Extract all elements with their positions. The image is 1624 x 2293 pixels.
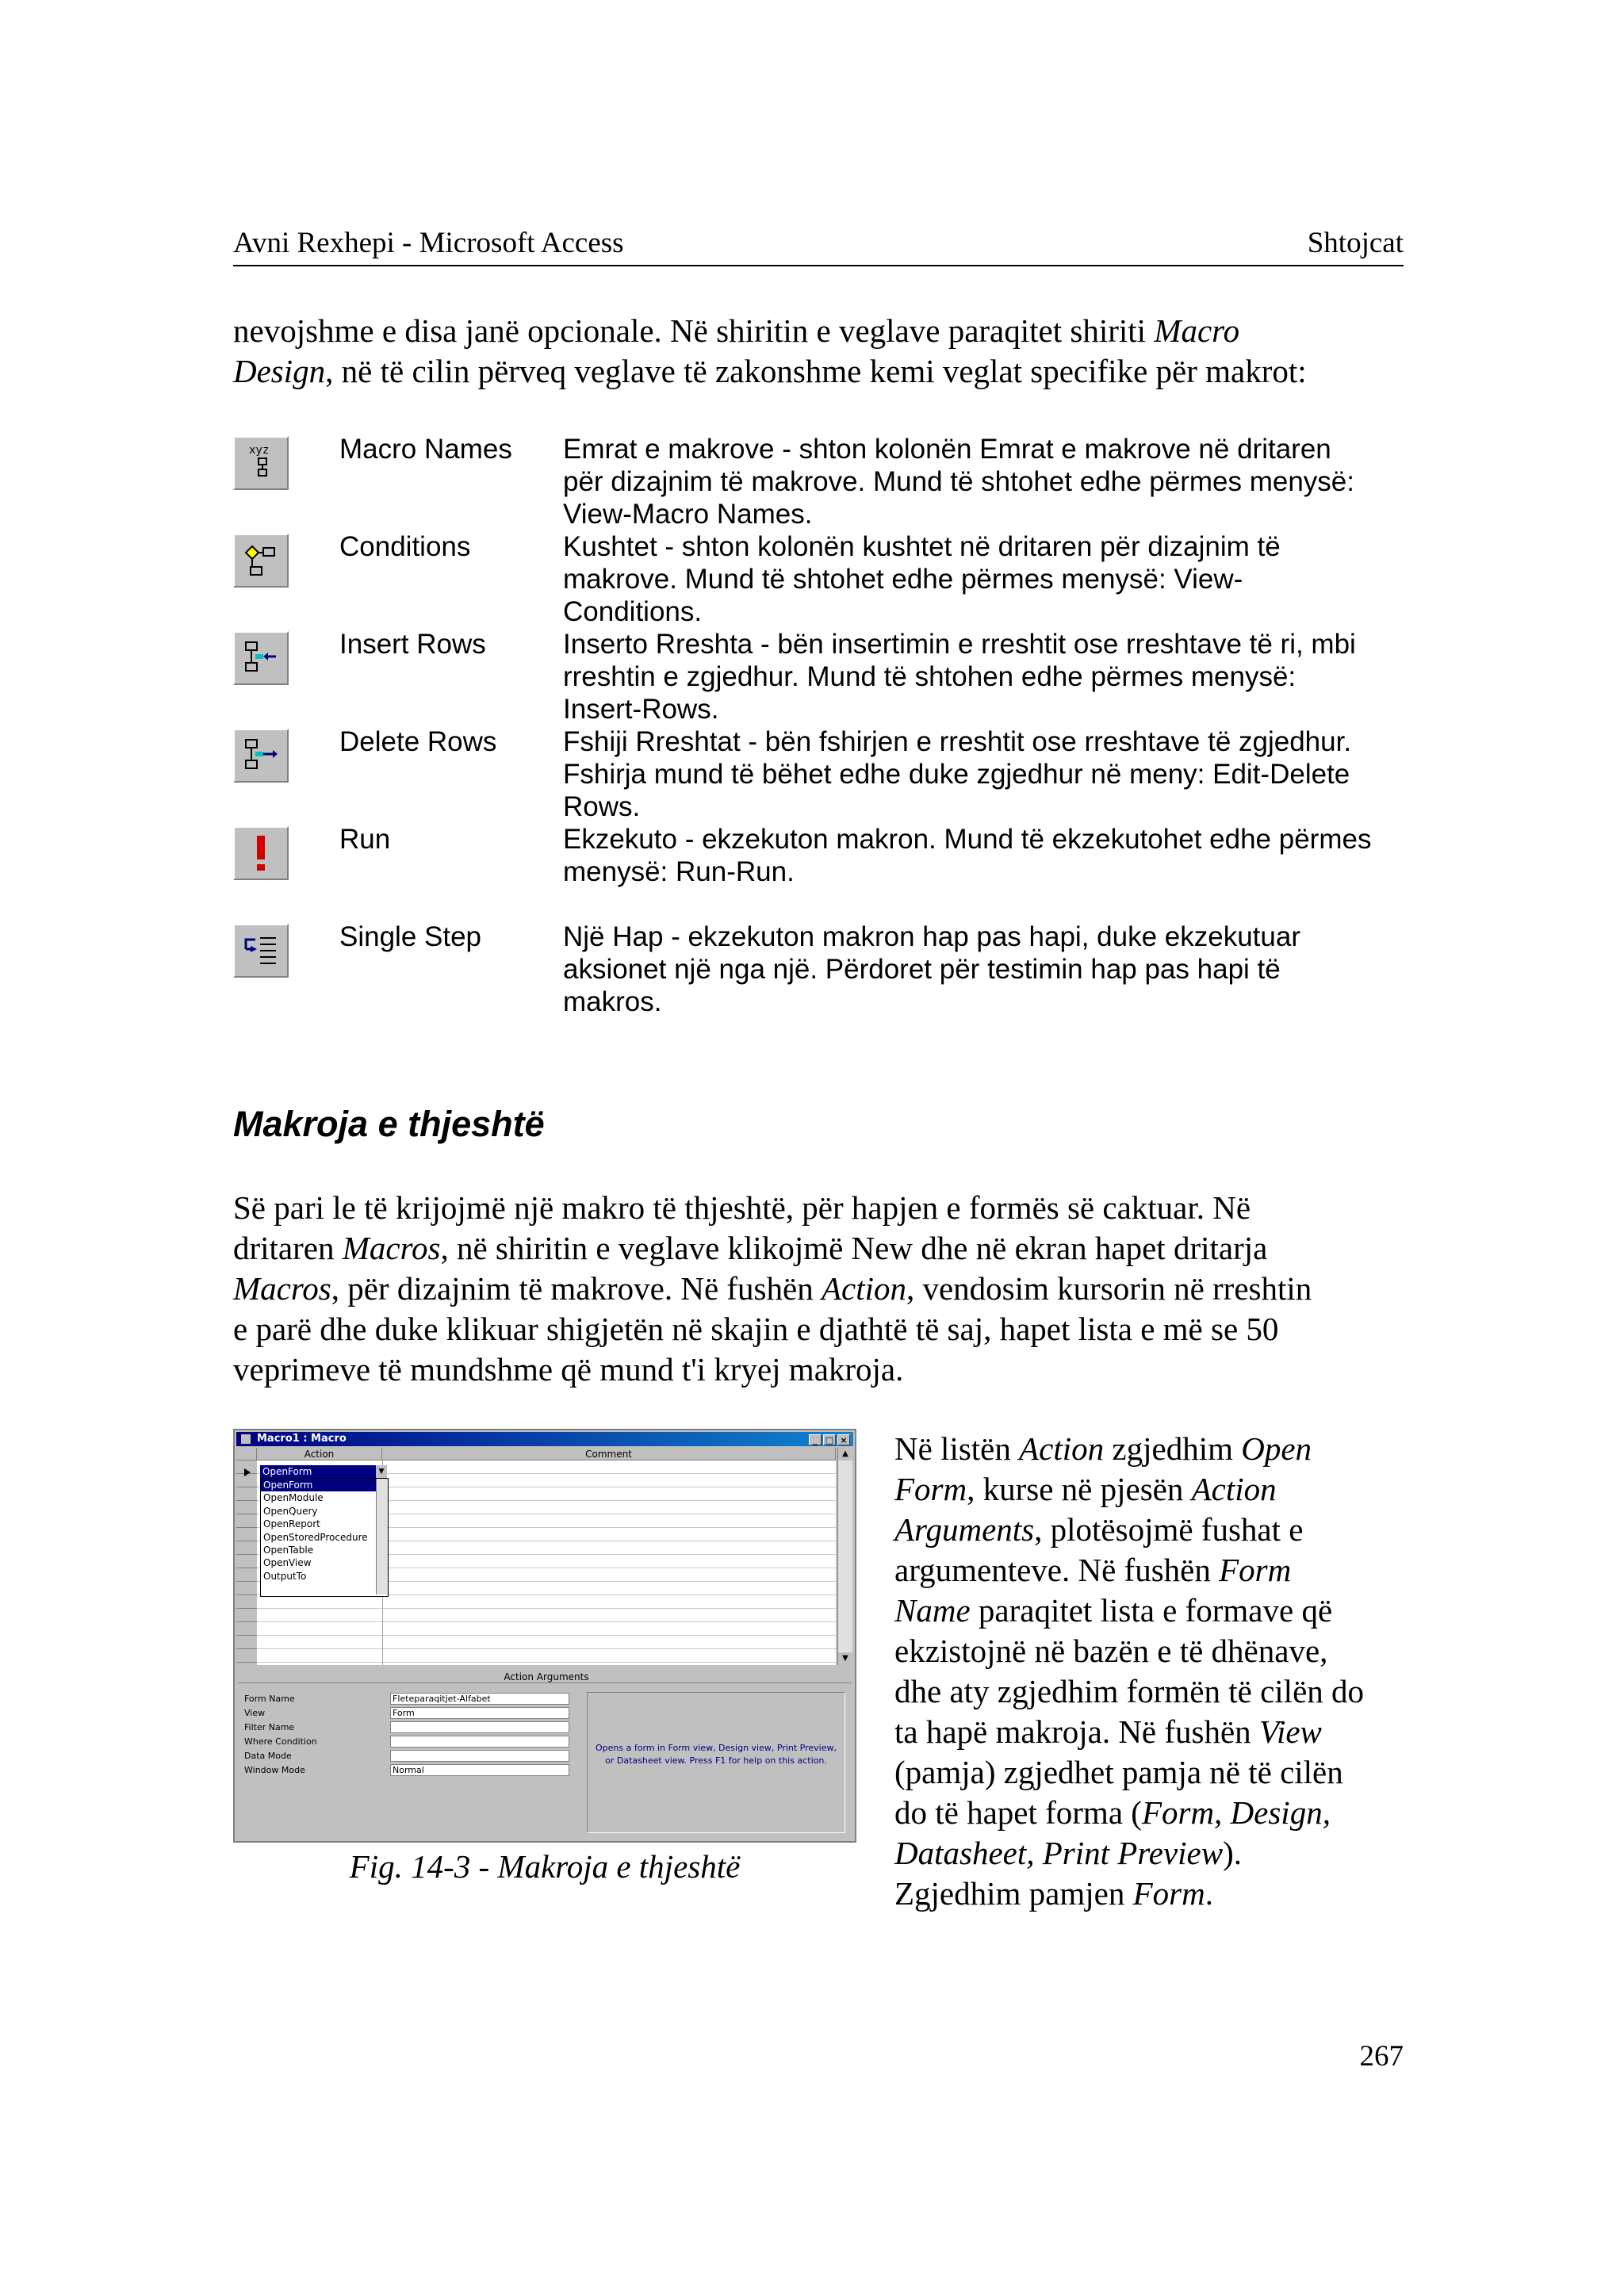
- side-text: , plotësojmë fushat e: [1034, 1511, 1304, 1548]
- side-emph: Open: [1241, 1430, 1312, 1467]
- list-item[interactable]: OpenStoredProcedure: [263, 1531, 368, 1543]
- section-heading: Makroja e thjeshtë: [233, 1104, 545, 1144]
- grid-scrollbar[interactable]: [837, 1448, 852, 1665]
- para-text: , vendosim kursorin në rreshtin: [906, 1270, 1312, 1307]
- list-item[interactable]: OpenReport: [263, 1518, 320, 1530]
- intro-emph: Design: [233, 353, 326, 389]
- para-text: , për dizajnim të makrove. Në fushën: [331, 1270, 822, 1307]
- current-row-pointer-icon: [244, 1468, 251, 1476]
- side-emph: Form: [1219, 1552, 1292, 1588]
- run-icon: [233, 826, 289, 880]
- side-emph: Name: [894, 1592, 971, 1629]
- desc-line: Emrat e makrove - shton kolonën Emrat e makrove në dritaren: [563, 434, 1331, 465]
- toolbar-name: Conditions: [339, 531, 471, 562]
- macro-window-titlebar: [236, 1432, 853, 1446]
- action-arguments-label: Action Arguments: [504, 1671, 589, 1682]
- list-item[interactable]: OpenQuery: [263, 1505, 318, 1517]
- side-text: , kurse në pjesën: [967, 1471, 1192, 1507]
- help-panel: [587, 1692, 845, 1833]
- para-emph: Action: [821, 1270, 906, 1307]
- para-text: , në shiritin e veglave klikojmë New dhe në ekran hapet dritarja: [440, 1230, 1268, 1266]
- desc-line: Insert-Rows.: [563, 694, 719, 725]
- list-item[interactable]: OutputTo: [263, 1570, 307, 1582]
- view-field[interactable]: Form: [390, 1707, 569, 1719]
- intro-paragraph: [233, 311, 1404, 392]
- toolbar-desc: [563, 530, 1435, 628]
- arg-label: Filter Name: [244, 1722, 295, 1732]
- side-text: argumenteve. Në fushën: [894, 1552, 1220, 1588]
- side-emph: Form: [894, 1471, 967, 1507]
- filter-name-field[interactable]: [390, 1721, 569, 1733]
- arg-label: Window Mode: [244, 1765, 305, 1775]
- arg-label: Form Name: [244, 1694, 295, 1704]
- insert-rows-icon: [233, 631, 289, 685]
- para-line: e parë dhe duke klikuar shigjetën në skajin e djathtë të saj, hapet lista e më se 50: [233, 1311, 1279, 1347]
- toolbar-name: Delete Rows: [339, 726, 497, 757]
- side-text: ta hapë makroja. Në fushën: [894, 1713, 1259, 1750]
- desc-line: Fshiji Rreshtat - bën fshirjen e rreshtit ose rreshtave të zgjedhur.: [563, 726, 1352, 757]
- para-emph: Macros: [342, 1230, 441, 1266]
- side-text: paraqitet lista e formave që: [970, 1592, 1333, 1629]
- desc-line: Një Hap - ekzekuton makron hap pas hapi, duke ekzekutuar: [563, 921, 1300, 952]
- side-emph: Action: [1019, 1430, 1105, 1467]
- toolbar-desc: [563, 921, 1435, 1018]
- window-buttons: [807, 1434, 850, 1445]
- side-emph: View: [1258, 1713, 1322, 1750]
- page-number: 267: [1359, 2040, 1404, 2073]
- form-name-field[interactable]: Fleteparaqitjet-Alfabet: [390, 1693, 569, 1705]
- comment-column-header: Comment: [382, 1448, 836, 1460]
- side-emph: Action: [1191, 1471, 1277, 1507]
- close-icon[interactable]: ×: [837, 1434, 850, 1445]
- data-mode-field[interactable]: [390, 1750, 569, 1762]
- window-title: Macro1 : Macro: [257, 1433, 347, 1445]
- macro-grid: [236, 1448, 836, 1665]
- toolbar-name: Single Step: [339, 921, 482, 952]
- side-emph: Datasheet, Print Preview: [894, 1835, 1224, 1871]
- toolbar-name: Run: [339, 824, 391, 855]
- para-emph: Macros: [233, 1270, 331, 1307]
- single-step-icon: [233, 924, 289, 978]
- arg-label: Where Condition: [244, 1736, 317, 1747]
- desc-line: aksionet një nga një. Përdoret për testimin hap pas hapi të: [563, 954, 1281, 985]
- conditions-icon: [233, 534, 289, 588]
- intro-text: nevojshme e disa janë opcionale. Në shiritin e veglave paraqitet shiriti: [233, 312, 1155, 349]
- desc-line: Kushtet - shton kolonën kushtet në dritaren për dizajnim të: [563, 531, 1281, 562]
- chevron-down-icon[interactable]: ▼: [376, 1465, 387, 1478]
- side-line: (pamja) zgjedhet pamja në të cilën: [894, 1754, 1343, 1790]
- para-text: dritaren: [233, 1230, 343, 1266]
- desc-line: rreshtin e zgjedhur. Mund të shtohen edhe përmes menysë:: [563, 661, 1297, 692]
- desc-line: për dizajnim të makrove. Mund të shtohet edhe përmes menysë:: [563, 466, 1354, 497]
- header-author-title: Avni Rexhepi - Microsoft Access: [233, 227, 624, 259]
- toolbar-name: Macro Names: [339, 434, 512, 465]
- side-text: Në listën: [894, 1430, 1020, 1467]
- desc-line: Inserto Rreshta - bën insertimin e rreshtit ose rreshtave të ri, mbi: [563, 629, 1356, 660]
- side-text: do të hapet forma (: [894, 1794, 1142, 1831]
- scroll-up-icon[interactable]: ▲: [838, 1448, 852, 1460]
- para-line: veprimeve të mundshme që mund t'i kryej makroja.: [233, 1351, 904, 1388]
- action-cell-value: OpenForm: [262, 1466, 312, 1477]
- desc-line: Fshirja mund të bëhet edhe duke zgjedhur në meny: Edit-Delete: [563, 759, 1350, 790]
- svg-text:xyz: xyz: [249, 444, 270, 457]
- side-emph: Arguments: [894, 1511, 1035, 1548]
- figure-caption: Fig. 14-3 - Makroja e thjeshtë: [349, 1848, 741, 1885]
- header-section: Shtojcat: [1307, 227, 1404, 259]
- side-text: .: [1205, 1875, 1213, 1912]
- side-text: zgjedhim: [1104, 1430, 1242, 1467]
- desc-line: View-Macro Names.: [563, 499, 813, 530]
- side-text: Zgjedhim pamjen: [894, 1875, 1133, 1912]
- desc-line: makrove. Mund të shtohet edhe përmes menysë: View-: [563, 564, 1243, 595]
- macro-window-screenshot: [233, 1429, 856, 1843]
- side-text: ).: [1223, 1835, 1242, 1871]
- action-column-header: Action: [257, 1448, 382, 1460]
- divider: [238, 1682, 852, 1683]
- macro-names-icon: [233, 436, 289, 490]
- list-item[interactable]: OpenModule: [263, 1492, 324, 1504]
- window-mode-field[interactable]: Normal: [390, 1764, 569, 1776]
- where-condition-field[interactable]: [390, 1736, 569, 1748]
- intro-emph: Macro: [1154, 312, 1240, 349]
- para-line: Së pari le të krijojmë një makro të thjeshtë, për hapjen e formës së caktuar. Në: [233, 1189, 1251, 1226]
- desc-line: menysë: Run-Run.: [563, 856, 795, 887]
- macro-icon: [241, 1434, 251, 1444]
- row-selector-header: [236, 1448, 257, 1460]
- help-text: Opens a form in Form view, Design view, Print Preview, or Datasheet view. Press F1 for help on this action.: [596, 1743, 837, 1766]
- action-cell[interactable]: [260, 1465, 387, 1478]
- toolbar-desc: [563, 823, 1435, 888]
- desc-line: makros.: [563, 986, 662, 1017]
- list-item[interactable]: OpenTable: [263, 1544, 314, 1556]
- running-header: [233, 224, 1404, 266]
- arg-label: View: [244, 1708, 266, 1718]
- scroll-down-icon[interactable]: ▼: [838, 1652, 852, 1665]
- row-selectors: [236, 1460, 257, 1665]
- arg-label: Data Mode: [244, 1751, 292, 1761]
- maximize-icon[interactable]: □: [823, 1434, 836, 1445]
- minimize-icon[interactable]: _: [809, 1434, 822, 1445]
- desc-line: Ekzekuto - ekzekuton makron. Mund të ekzekutohet edhe përmes: [563, 824, 1372, 855]
- toolbar-desc: [563, 725, 1435, 823]
- toolbar-desc: [563, 628, 1435, 725]
- list-item[interactable]: OpenView: [263, 1557, 312, 1569]
- dropdown-scrollbar[interactable]: [376, 1479, 388, 1594]
- action-dropdown-list[interactable]: [260, 1478, 389, 1597]
- list-item[interactable]: OpenForm: [261, 1479, 388, 1491]
- side-emph: Form: [1132, 1875, 1205, 1912]
- intro-text: , në të cilin përveq veglave të zakonshme kemi veglat specifike për makrot:: [325, 353, 1307, 389]
- side-paragraph: [894, 1429, 1418, 1914]
- toolbar-name: Insert Rows: [339, 629, 486, 660]
- desc-line: Rows.: [563, 791, 641, 822]
- side-line: dhe aty zgjedhim formën të cilën do: [894, 1673, 1365, 1709]
- section-paragraph: [233, 1188, 1404, 1390]
- toolbar-desc: [563, 433, 1435, 530]
- side-line: ekzistojnë në bazën e të dhënave,: [894, 1633, 1328, 1669]
- desc-line: Conditions.: [563, 596, 703, 627]
- delete-rows-icon: [233, 729, 289, 783]
- side-emph: Form, Design,: [1141, 1794, 1331, 1831]
